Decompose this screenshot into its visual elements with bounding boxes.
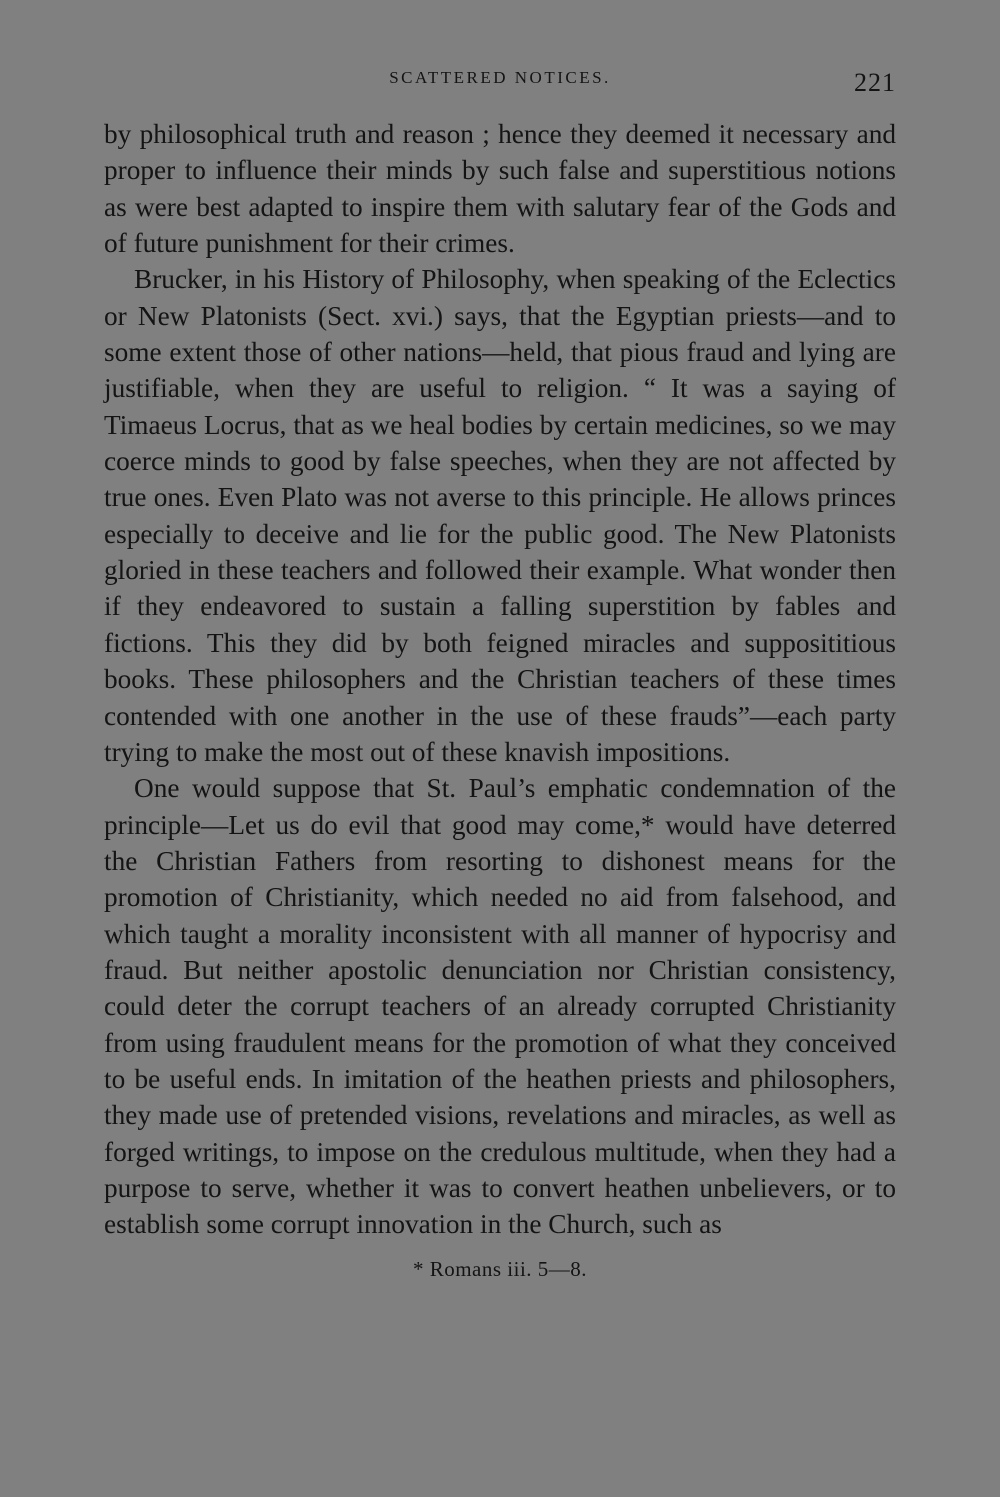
body-text [104,116,896,1243]
footnote: * Romans iii. 5—8. [412,1256,588,1281]
paragraph-brucker: Brucker, in his History of Philosophy, when speaking of the Eclectics or New Platonists (Sect. xvi.) says, that the Egyptian priests—and to some extent those of other nations—held, that pious fraud and lying are justifiable, when they are useful to religion. “ It was a saying of Timaeus Locrus, that as we heal bodies by certain medicines, so we may coerce minds to good by false speeches, when they are not affected by true ones. Even Plato was not averse to this principle. He allows princes especially to deceive and lie for the public good. The New Platonists gloried in these teachers and followed their example. What wonder then if they endeavored to sustain a falling superstition by fables and fictions. This they did by both feigned miracles and supposititious books. These philosophers and the Christian teachers of these times contended with one another in the use of these frauds”—each party trying to make the most out of these knavish impositions. [104,264,896,767]
running-title: SCATTERED NOTICES. [389,68,611,87]
book-page [104,62,896,1482]
paragraph-continued: by philosophical truth and reason ; hence they deemed it necessary and proper to influence their minds by such false and superstitious notions as were best adapted to inspire them with salutary fear of the Gods and of future punishment for their crimes. [104,119,896,259]
paragraph-st-paul: One would suppose that St. Paul’s emphatic condemnation of the principle—Let us do evil that good may come,* would have deterred the Christian Fathers from resorting to dishonest means for the promotion of Christianity, which needed no aid from falsehood, and which taught a morality inconsistent with all manner of hypocrisy and fraud. But neither apostolic denunciation nor Christian consistency, could deter the corrupt teachers of an already corrupted Christianity from using fraudulent means for the promotion of what they conceived to be useful ends. In imitation of the heathen priests and philosophers, they made use of pretended visions, revelations and miracles, as well as forged writings, to impose on the credulous multitude, when they had a purpose to serve, whether it was to convert heathen unbelievers, or to establish some corrupt innovation in the Church, such as [104,773,896,1240]
page-number: 221 [854,68,896,97]
running-head [104,62,896,110]
